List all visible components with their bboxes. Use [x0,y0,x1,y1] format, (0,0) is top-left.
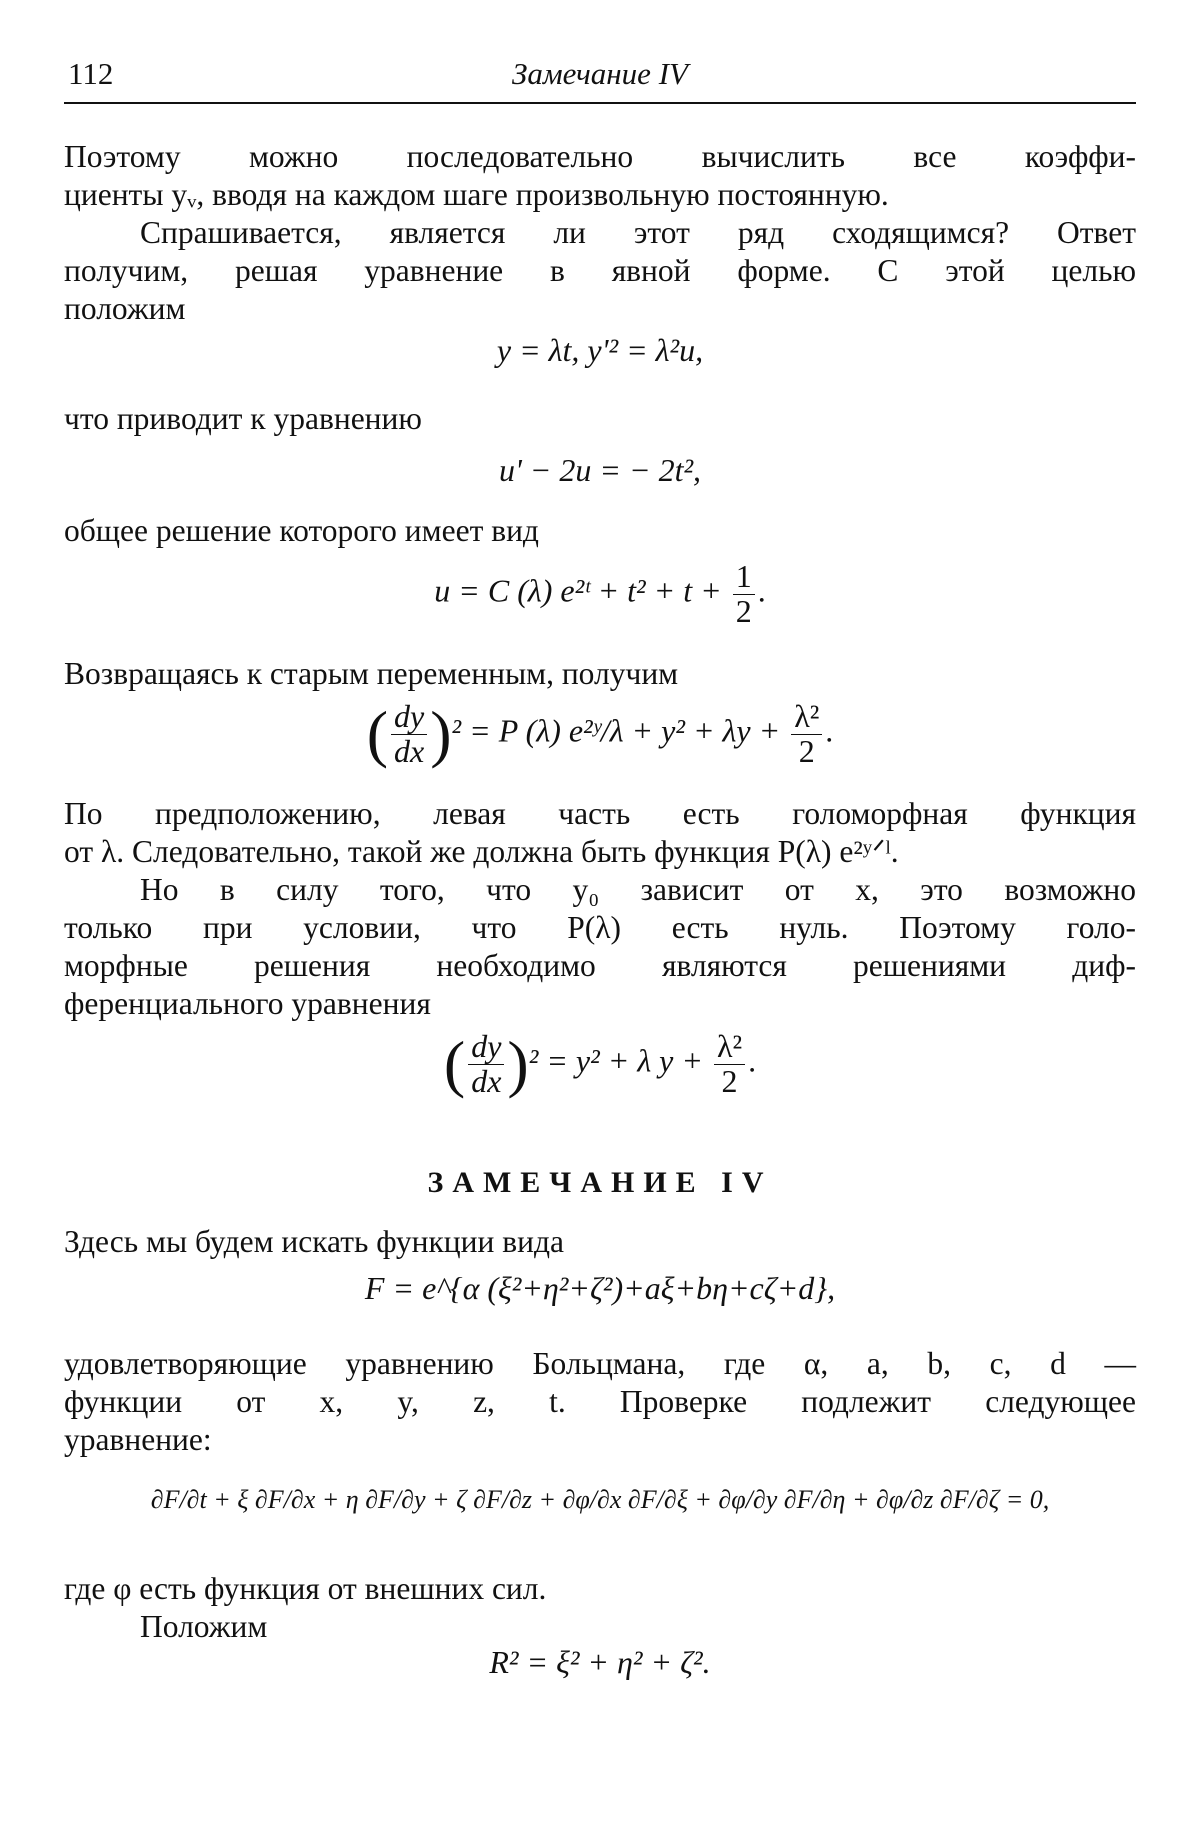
text-line: циенты yᵥ, вводя на каждом шаге произвольную постоянную. [64,177,889,212]
page-header [64,52,1136,104]
equation-radius: R² = ξ² + η² + ζ². [489,1644,711,1680]
derivative-fraction [391,700,427,768]
text-line: общее решение которого имеет вид [64,513,539,548]
text-line: положим [64,291,186,326]
equation-boltzmann: ∂F/∂t + ξ ∂F/∂x + η ∂F/∂y + ζ ∂F/∂z + ∂φ/∂x ∂F/∂ξ + ∂φ/∂y ∂F/∂η + ∂φ/∂z ∂F/∂ζ = 0, [150,1485,1050,1514]
text-line: морфные решения необходимо являются решениями диф- [64,948,1136,983]
eq5-rhs: ² = y² + λ y + [528,1042,703,1079]
text-line: Но в силу того, что y₀ зависит от x, это возможно [140,872,1136,907]
equation-general-solution: u = C (λ) e²ᵗ + t² + t + $\frac{1}{2}$ . [434,558,766,629]
fraction-numerator: 1 [733,560,755,595]
lambda-squared-half [791,700,822,768]
eq3-main: u = C (λ) e²ᵗ + t² + t + [434,572,722,609]
fraction-numerator: λ² [791,700,822,735]
text-line: от λ. Следовательно, такой же должна быть функция P(λ) e²ʸᐟˡ. [64,834,899,869]
text-line: уравнение: [64,1422,212,1457]
text-line: Положим [140,1609,268,1644]
text-line: Возвращаясь к старым переменным, получим [64,656,679,691]
equation-holomorphic: ( $\frac{dy}{dx}$ )² = y² + λ y + $\frac{\text{λ²}}{2}$ . [443,1028,757,1100]
text-line: Поэтому можно последовательно вычислить все коэффи- [64,139,1136,174]
equation-substitution: y = λt, y'² = λ²u, [496,332,704,368]
text-line: удовлетворяющие уравнению Больцмана, где α, a, b, c, d — [64,1346,1136,1381]
lambda-squared-half [714,1030,745,1098]
text-line: ференциального уравнения [64,986,431,1021]
fraction-numerator: dy [391,700,427,735]
equation-returned-variables: ( $\frac{dy}{dx}$ )² = P (λ) e²ʸ/λ + y² + λy + $\frac{\text{λ²}}{2}$ . [366,698,834,770]
fraction-denominator: dx [471,1062,502,1099]
page-number: 112 [68,56,114,91]
section-heading: ЗАМЕЧАНИЕ IV [427,1166,773,1199]
fraction-denominator: 2 [721,1062,738,1099]
equation-boltzmann-form: F = e^{α (ξ²+η²+ζ²)+aξ+bη+cζ+d}, [364,1270,836,1306]
text-line: получим, решая уравнение в явной форме. С этой целью [64,253,1136,288]
fraction-denominator: 2 [798,732,815,769]
text-line: что приводит к уравнению [64,401,422,436]
text-line: функции от x, y, z, t. Проверке подлежит следующее [64,1384,1136,1419]
fraction-numerator: λ² [714,1030,745,1065]
fraction-denominator: 2 [735,592,752,629]
derivative-fraction [468,1030,504,1098]
text-line: Спрашивается, является ли этот ряд сходящимся? Ответ [140,215,1136,250]
text-line: Здесь мы будем искать функции вида [64,1224,564,1259]
fraction-one-half [733,560,755,628]
text-line: где φ есть функция от внешних сил. [64,1571,547,1606]
equation-linear: u' − 2u = − 2t², [498,452,702,488]
fraction-numerator: dy [468,1030,504,1065]
eq4-rhs: ² = P (λ) e²ʸ/λ + y² + λy + [451,712,781,749]
text-line: только при условии, что P(λ) есть нуль. Поэтому голо- [64,910,1136,945]
fraction-denominator: dx [394,732,425,769]
running-title: Замечание IV [512,56,688,91]
text-line: По предположению, левая часть есть голоморфная функция [64,796,1136,831]
